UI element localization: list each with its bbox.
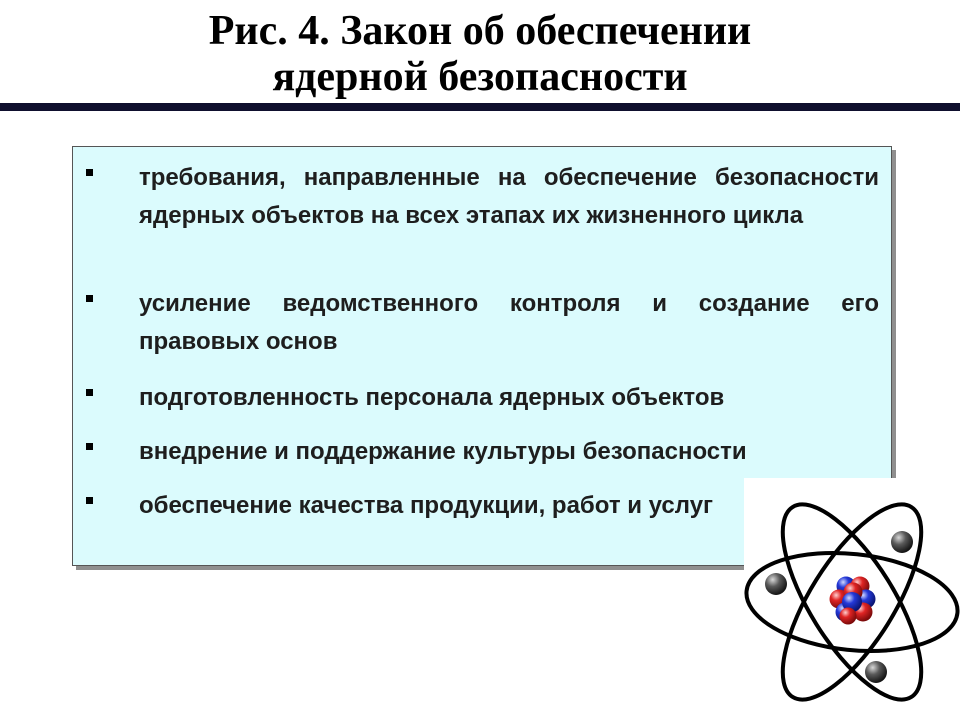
- slide-title: [0, 8, 960, 100]
- bullet-item: [73, 379, 891, 417]
- slide-title-line1: Рис. 4. Закон об обеспечении: [208, 8, 752, 54]
- bullet-item: [73, 433, 891, 471]
- atom-illustration: [744, 478, 960, 720]
- bullet-text: обеспечение качества продукции, работ и услуг: [139, 492, 714, 519]
- electron: [865, 661, 887, 683]
- proton: [840, 608, 857, 625]
- electron: [891, 531, 913, 553]
- bullet-text: внедрение и поддержание культуры безопасности: [139, 438, 747, 465]
- title-rule: [0, 103, 960, 111]
- bullet-marker: [86, 389, 93, 396]
- electron: [765, 573, 787, 595]
- bullet-marker: [86, 295, 93, 302]
- atom-icon: [744, 478, 960, 720]
- slide-title-line2: ядерной безопасности: [272, 54, 688, 100]
- bullet-marker: [86, 169, 93, 176]
- bullet-marker: [86, 497, 93, 504]
- bullet-text: усиление ведомственного контроля и создание его правовых основ: [139, 290, 879, 355]
- bullet-text: требования, направленные на обеспечение безопасности ядерных объектов на всех этапах их жизненного цикла: [139, 164, 879, 229]
- nucleus: [830, 577, 876, 625]
- bullet-text: подготовленность персонала ядерных объектов: [139, 384, 725, 411]
- bullet-item: [73, 159, 891, 235]
- bullet-marker: [86, 443, 93, 450]
- bullet-item: [73, 285, 891, 361]
